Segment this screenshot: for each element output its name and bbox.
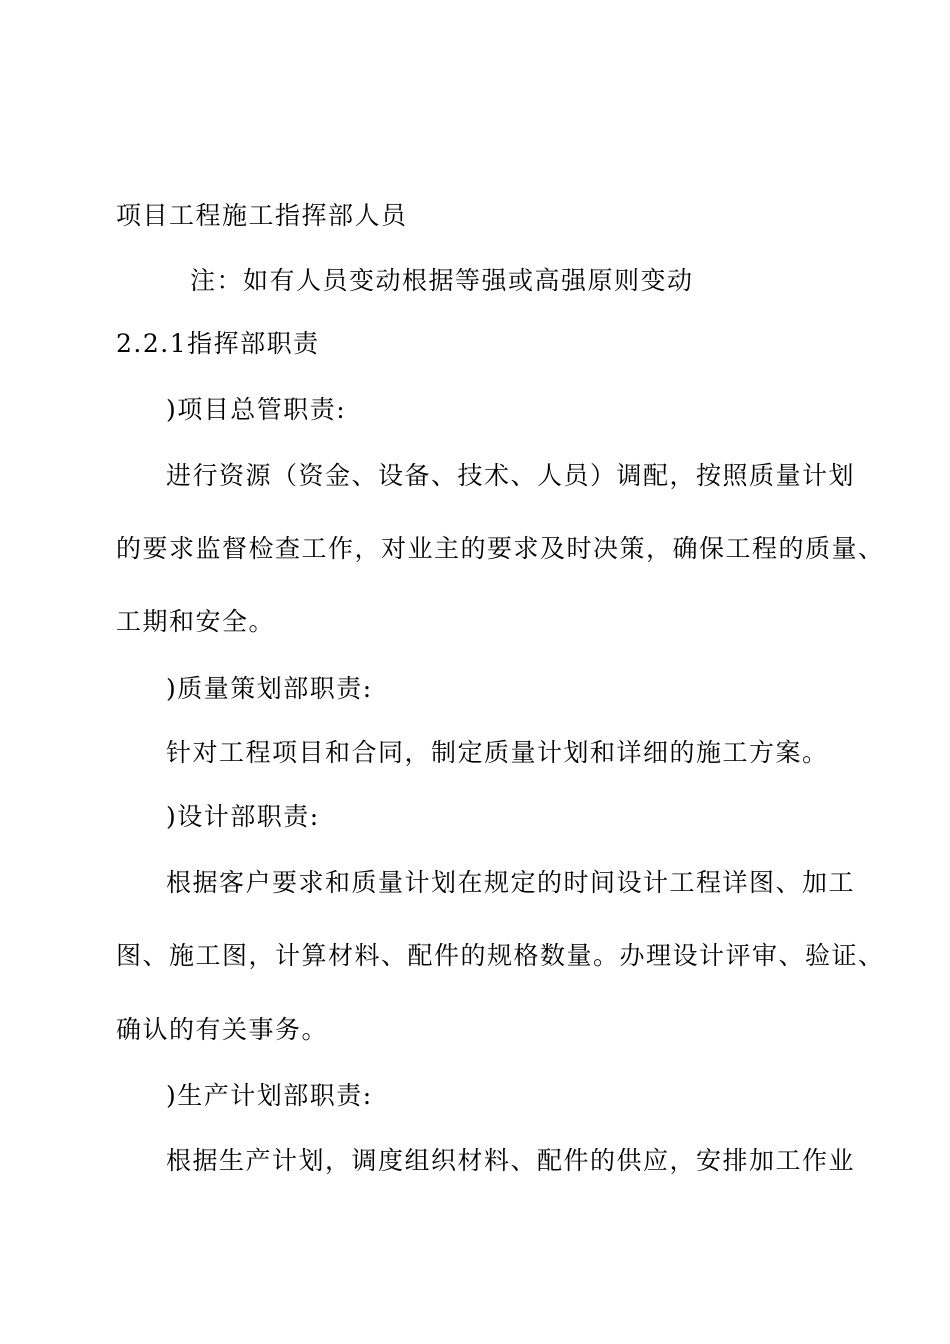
role-heading-production-planning: )生产计划部职责: [166,1081,373,1110]
paragraph-line: 进行资源（资金、设备、技术、人员）调配，按照质量计划 [166,461,856,490]
role-heading-project-manager: )项目总管职责: [166,395,347,424]
document-title: 项目工程施工指挥部人员 [116,201,408,230]
paragraph-line: 根据客户要求和质量计划在规定的时间设计工程详图、加工 [166,868,856,897]
note-text: 注：如有人员变动根据等强或高强原则变动 [190,266,694,295]
role-heading-quality-planning: )质量策划部职责: [166,674,373,703]
paragraph-line: 确认的有关事务。 [116,1015,329,1044]
paragraph-line: 工期和安全。 [116,607,276,636]
role-heading-design: )设计部职责: [166,802,320,831]
paragraph-line: 图、施工图，计算材料、配件的规格数量。办理设计评审、验证、 [116,941,885,970]
paragraph-line: 的要求监督检查工作，对业主的要求及时决策，确保工程的质量、 [116,534,885,563]
paragraph-line: 针对工程项目和合同，制定质量计划和详细的施工方案。 [166,738,829,767]
section-heading: 2.2.1指挥部职责 [116,329,320,358]
paragraph-line: 根据生产计划，调度组织材料、配件的供应，安排加工作业 [166,1146,856,1175]
